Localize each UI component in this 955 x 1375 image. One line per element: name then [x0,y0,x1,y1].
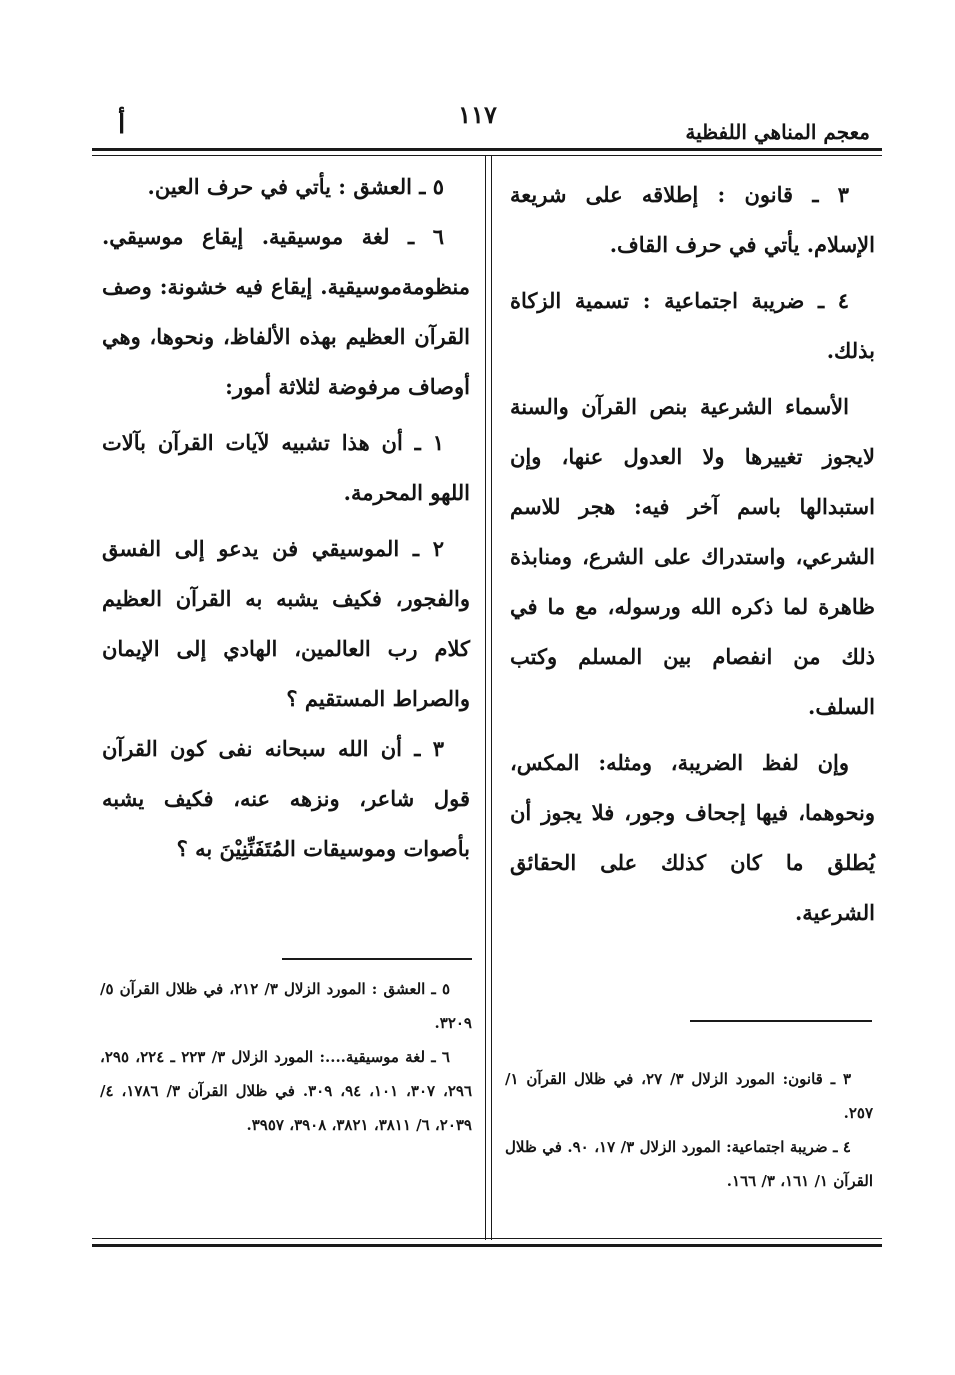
header-rule-thick [92,148,882,151]
column-divider-left [485,155,486,1240]
entry-ishq: ٥ ـ العشق : يأتي في حرف العين. [147,174,444,199]
left-footnote-separator [282,958,472,960]
footer-rule-thick [92,1244,882,1247]
footnote-3: ٣ ـ قانون: المورد الزلال ٣/ ٢٧، في ظلال القرآن ١/ ٢٥٧. [505,1070,873,1122]
footer-rule-thin [92,1238,882,1239]
header-rule-thin [92,155,882,156]
footnote-6: ٦ ـ لغة موسيقية....: المورد الزلال ٣/ ٢٢٣ ـ ٢٢٤، ٢٩٥، ٢٩٦، ٣٠٧، ١٠١، ٩٤، ٣٠٩. في ظلال القرآن ٣/ ١٧٨٦، ٤/ ٢٠٣٩، ٦/ ٣٨١١، ٣٨٢١، ٣٩٠٨، ٣٩٥٧. [100,1048,472,1134]
entry-qanun: ٣ ـ قانون : إطلاقه على شريعة الإسلام. يأتي في حرف القاف. [510,182,875,257]
entry-lugha-musiqiyya: ٦ ـ لغة موسيقية. إيقاع موسيقي. منظومةموسيقية. إيقاع فيه خشونة: وصف القرآن العظيم بهذه الألفاظ، ونحوها، وهي أوصاف مرفوضة لثلاثة أمور: [102,224,470,399]
section-letter: أ [118,110,126,140]
footnote-5: ٥ ـ العشق : المورد الزلال ٣/ ٢١٢، في ظلال القرآن ٥/ ٣٢٠٩. [100,980,472,1032]
right-footnotes [505,1062,873,1198]
running-title: معجم المناهي اللفظية [685,120,870,144]
entry-dariba: ٤ ـ ضريبة اجتماعية : تسمية الزكاة بذلك. [510,288,875,363]
page-number: ١١٧ [458,100,497,129]
left-footnotes [100,972,472,1142]
reason-3: ٣ ـ أن الله سبحانه نفى كون القرآن قول شاعر، ونزهه عنه، فكيف يشبه بأصوات وموسيقات المُتَفَنِّنِيْنَ به ؟ [102,736,470,861]
reason-2: ٢ ـ الموسيقي فن يدعو إلى الفسق والفجور، فكيف يشبه به القرآن العظيم كلام رب العالمين، الهادي إلى الإيمان والصراط المستقيم ؟ [102,536,470,711]
left-column-body [102,162,470,874]
right-footnote-separator [690,1020,872,1022]
column-divider-right [491,155,492,1240]
reason-1: ١ ـ أن هذا تشبيه لآيات القرآن بآلات اللهو المحرمة. [102,430,470,505]
footnote-4: ٤ ـ ضريبة اجتماعية: المورد الزلال ٣/ ١٧، ٩٠. في ظلال القرآن ١/ ١٦١، ٣/ ١٦٦. [505,1138,873,1190]
paragraph-shari-names: الأسماء الشرعية بنص القرآن والسنة لايجوز تغييرها ولا العدول عنها، وإن استبدالها باسم آخر فيه: هجر للاسم الشرعي، واستدراك على الشرع، ومنابذة ظاهرة لما ذكره الله ورسوله، مع ما في ذلك من انفصام بين المسلم وكتب السلف. [510,394,875,719]
paragraph-dariba-word: وإن لفظ الضريبة، ومثله: المكس، ونحوهما، فيها إجحاف وجور، فلا يجوز أن يُطلق ما كان كذلك على الحقائق الشرعية. [510,750,875,925]
right-column-body [510,170,875,938]
